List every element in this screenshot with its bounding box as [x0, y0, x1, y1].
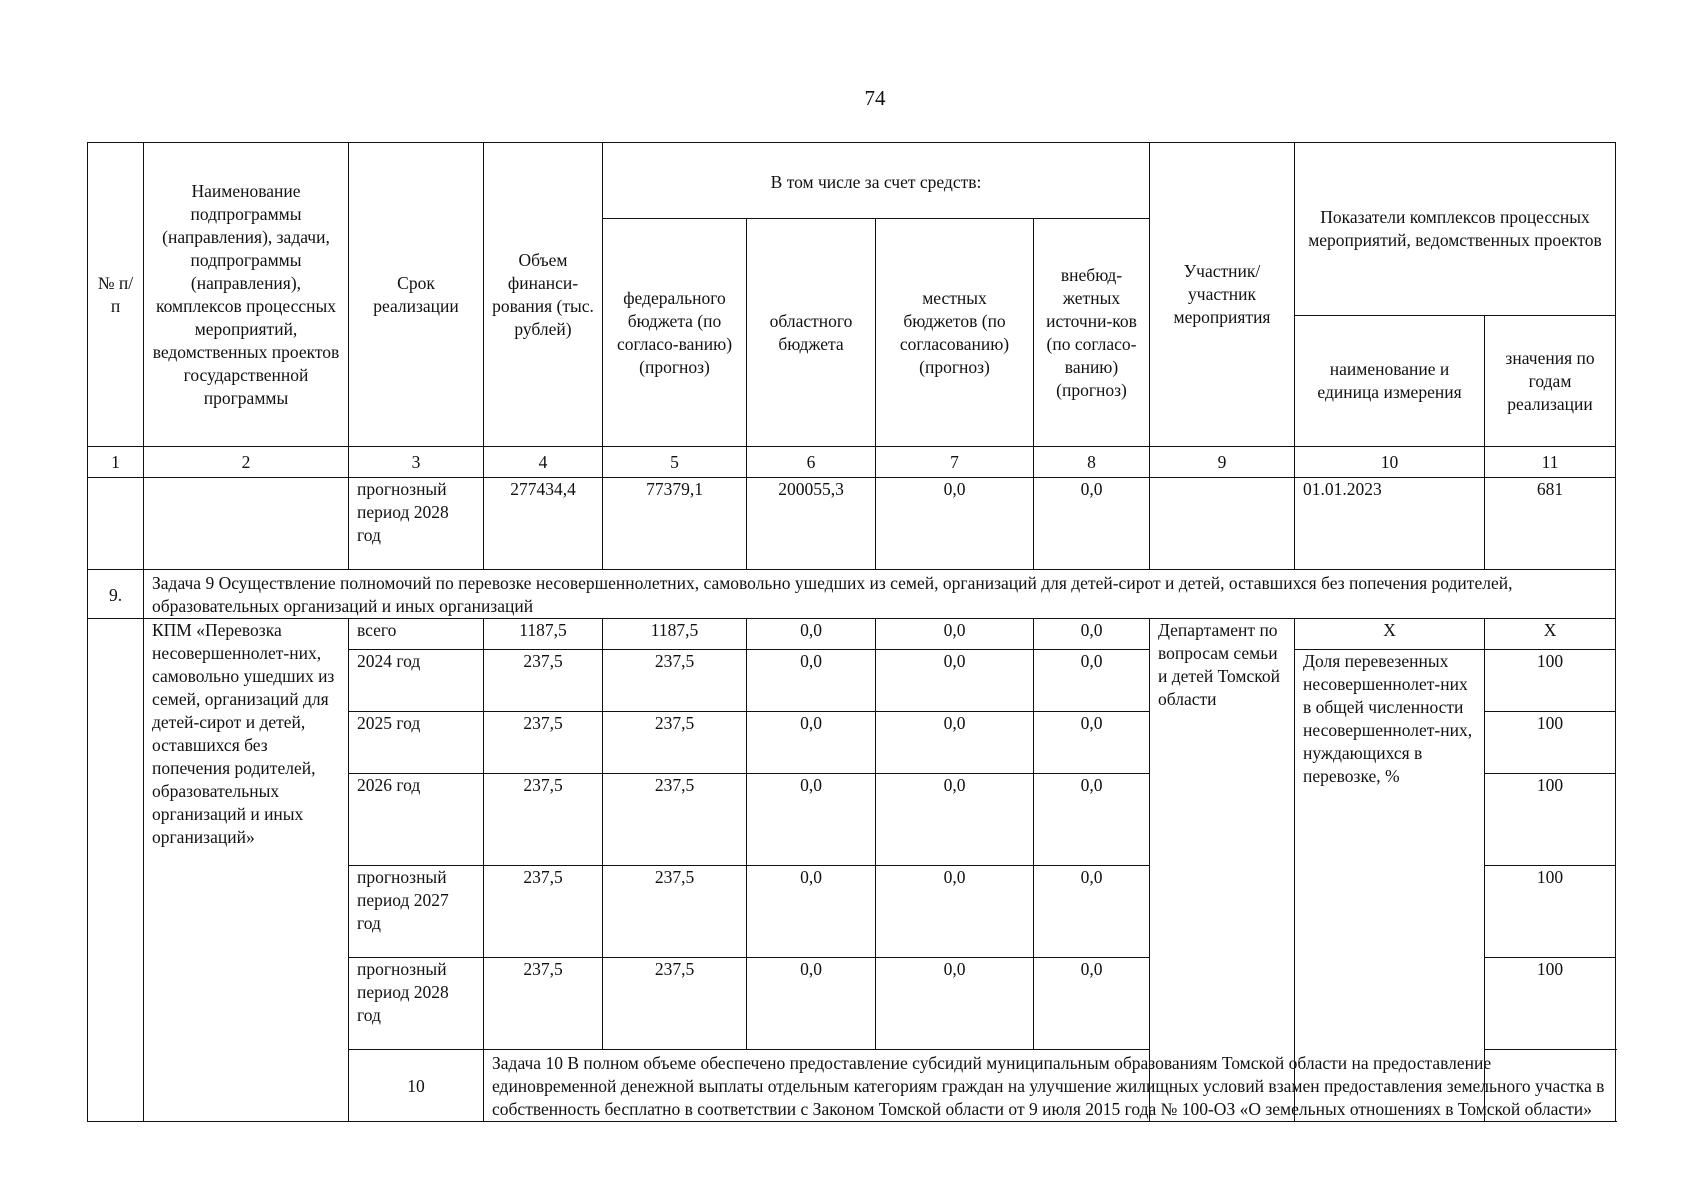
page-number: 74 [864, 86, 886, 110]
column-number: 10 [1295, 447, 1485, 478]
indicator-cell: 01.01.2023 [1295, 478, 1485, 570]
federal-cell: 237,5 [603, 958, 747, 1050]
header-participant: Участник/ участник мероприятия [1150, 143, 1295, 447]
value-header-cell: Х [1485, 619, 1616, 650]
period-cell: 2026 год [349, 774, 484, 866]
column-number: 9 [1150, 447, 1295, 478]
table-row [88, 478, 1616, 570]
table-row [88, 619, 1616, 650]
local-cell: 0,0 [876, 774, 1034, 866]
task-text: Задача 10 В полном объеме обеспечено предоставление субсидий муниципальным образованиям Томской области на предоставление единовременной денежной выплаты отдельным категориям граждан на улучшение жилищных условий взамен предоставления земельного участка в собственность бесплатно в соответствии с Законом Томской области от 9 июля 2015 года № 100-ОЗ «О земельных отношениях в Томской области» [484, 1050, 1616, 1122]
local-cell: 0,0 [876, 866, 1034, 958]
regional-cell: 0,0 [747, 712, 876, 774]
volume-cell: 1187,5 [484, 619, 603, 650]
column-number: 1 [88, 447, 144, 478]
row-number [88, 619, 144, 1122]
extra-cell: 0,0 [1034, 619, 1150, 650]
header-extra: внебюд-жетных источни-ков (по согласо-ванию) (прогноз) [1034, 219, 1150, 447]
federal-cell: 237,5 [603, 712, 747, 774]
column-number: 3 [349, 447, 484, 478]
value-cell: 100 [1485, 712, 1616, 774]
extra-cell: 0,0 [1034, 958, 1150, 1050]
column-number: 2 [144, 447, 349, 478]
participant-cell [1150, 478, 1295, 570]
regional-cell: 0,0 [747, 619, 876, 650]
column-number: 6 [747, 447, 876, 478]
federal-cell: 237,5 [603, 866, 747, 958]
local-cell: 0,0 [876, 650, 1034, 712]
value-cell: 100 [1485, 958, 1616, 1050]
regional-cell: 0,0 [747, 774, 876, 866]
task-text: Задача 9 Осуществление полномочий по перевозке несовершеннолетних, самовольно ушедших из семей, организаций для детей-сирот и детей, оставшихся без попечения родителей, образовательных организаций и иных организаций [144, 570, 1616, 619]
column-number: 11 [1485, 447, 1616, 478]
federal-cell: 237,5 [603, 650, 747, 712]
column-number: 7 [876, 447, 1034, 478]
column-number: 5 [603, 447, 747, 478]
regional-cell: 0,0 [747, 650, 876, 712]
value-cell: 100 [1485, 650, 1616, 712]
value-cell: 100 [1485, 774, 1616, 866]
program-table [87, 142, 1616, 1122]
regional-cell: 0,0 [747, 958, 876, 1050]
regional-cell: 200055,3 [747, 478, 876, 570]
local-cell: 0,0 [876, 478, 1034, 570]
extra-cell: 0,0 [1034, 712, 1150, 774]
kpm-indicator: Доля перевезенных несовершеннолет-них в общей численности несовершеннолет-них, нуждающихся в перевозке, % [1295, 650, 1485, 1122]
header-federal: федерального бюджета (по согласо-ванию) (прогноз) [603, 219, 747, 447]
volume-cell: 237,5 [484, 650, 603, 712]
header-indicators-group: Показатели комплексов процессных мероприятий, ведомственных проектов [1295, 143, 1616, 316]
task-row [88, 570, 1616, 619]
kpm-name: КПМ «Перевозка несовершеннолет-них, самовольно ушедших из семей, организаций для детей-сирот и детей, оставшихся без попечения родителей, образовательных организаций и иных организаций» [144, 619, 349, 1122]
header-row-1 [88, 143, 1616, 219]
volume-cell: 277434,4 [484, 478, 603, 570]
header-indicator-values: значения по годам реализации [1485, 316, 1616, 447]
volume-cell: 237,5 [484, 958, 603, 1050]
local-cell: 0,0 [876, 958, 1034, 1050]
period-cell: прогнозный период 2027 год [349, 866, 484, 958]
period-cell: прогнозный период 2028 год [349, 478, 484, 570]
header-period: Срок реализации [349, 143, 484, 447]
header-funding-group: В том числе за счет средств: [603, 143, 1150, 219]
task-number: 9. [88, 570, 144, 619]
extra-cell: 0,0 [1034, 774, 1150, 866]
column-number: 8 [1034, 447, 1150, 478]
header-number: № п/п [88, 143, 144, 447]
header-local: местных бюджетов (по согласованию) (прогноз) [876, 219, 1034, 447]
period-cell: всего [349, 619, 484, 650]
row-number [88, 478, 144, 570]
local-cell: 0,0 [876, 712, 1034, 774]
federal-cell: 1187,5 [603, 619, 747, 650]
header-name: Наименование подпрограммы (направления), задачи, подпрограммы (направления), комплексов процессных мероприятий, ведомственных проектов государственной программы [144, 143, 349, 447]
value-cell: 100 [1485, 866, 1616, 958]
extra-cell: 0,0 [1034, 650, 1150, 712]
federal-cell: 237,5 [603, 774, 747, 866]
header-indicator-name: наименование и единица измерения [1295, 316, 1485, 447]
volume-cell: 237,5 [484, 712, 603, 774]
header-volume: Объем финанси-рования (тыс. рублей) [484, 143, 603, 447]
regional-cell: 0,0 [747, 866, 876, 958]
local-cell: 0,0 [876, 619, 1034, 650]
federal-cell: 77379,1 [603, 478, 747, 570]
period-cell: прогнозный период 2028 год [349, 958, 484, 1050]
header-regional: областного бюджета [747, 219, 876, 447]
volume-cell: 237,5 [484, 774, 603, 866]
kpm-participant: Департамент по вопросам семьи и детей Томской области [1150, 619, 1295, 1122]
indicator-header-cell: Х [1295, 619, 1485, 650]
row-name [144, 478, 349, 570]
period-cell: 2025 год [349, 712, 484, 774]
value-cell: 681 [1485, 478, 1616, 570]
period-cell: 2024 год [349, 650, 484, 712]
column-numbers-row [88, 447, 1616, 478]
extra-cell: 0,0 [1034, 866, 1150, 958]
volume-cell: 237,5 [484, 866, 603, 958]
extra-cell: 0,0 [1034, 478, 1150, 570]
task-number: 10 [349, 1050, 484, 1122]
column-number: 4 [484, 447, 603, 478]
